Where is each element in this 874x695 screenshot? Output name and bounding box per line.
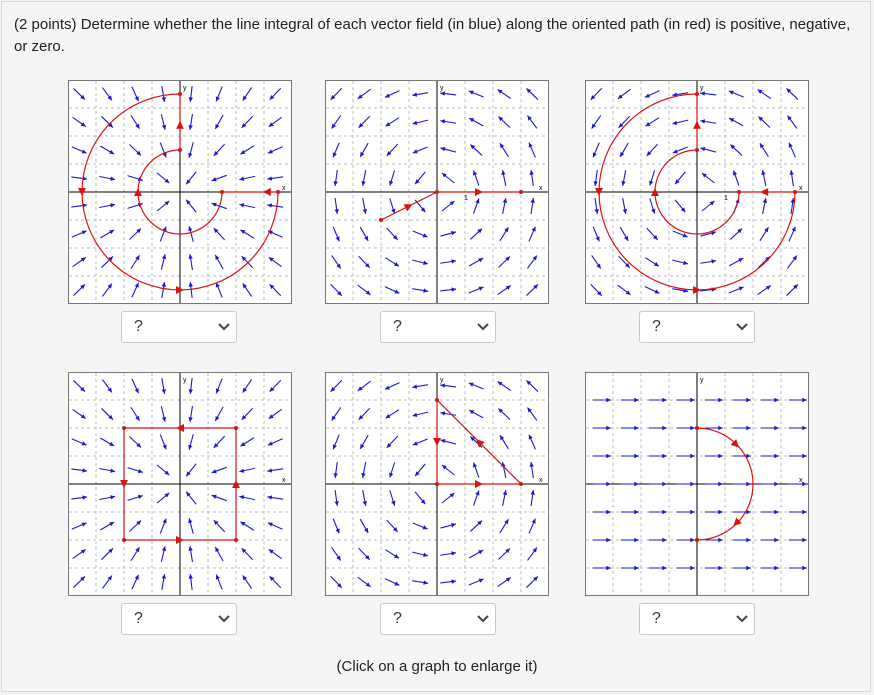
graph-3[interactable] bbox=[585, 80, 809, 304]
path-dot bbox=[695, 92, 699, 96]
field-arrowhead bbox=[763, 198, 767, 203]
path-dot bbox=[178, 148, 182, 152]
field-arrowhead bbox=[774, 510, 779, 514]
field-arrowhead bbox=[683, 261, 688, 265]
field-arrowhead bbox=[802, 510, 807, 514]
field-arrowhead bbox=[162, 574, 166, 579]
path-arrow-icon bbox=[693, 121, 701, 129]
field-arrowhead bbox=[634, 426, 639, 430]
x-axis-label: x bbox=[282, 185, 286, 192]
path-arrow-icon bbox=[760, 188, 768, 196]
field-arrowhead bbox=[412, 413, 417, 417]
field-arrowhead bbox=[81, 549, 86, 553]
field-arrowhead bbox=[774, 482, 779, 486]
field-arrowhead bbox=[243, 575, 247, 580]
field-arrowhead bbox=[527, 116, 531, 121]
graph-1-plot bbox=[69, 81, 291, 303]
field-arrowhead bbox=[718, 510, 723, 514]
x-axis-label: x bbox=[799, 477, 803, 484]
path-dot bbox=[695, 148, 699, 152]
path-dot bbox=[519, 190, 523, 194]
field-arrowhead bbox=[634, 538, 639, 542]
field-arrowhead bbox=[412, 121, 417, 125]
field-arrowhead bbox=[162, 97, 166, 102]
field-arrowhead bbox=[802, 426, 807, 430]
field-arrowhead bbox=[473, 170, 477, 175]
path-arrow-icon bbox=[475, 188, 483, 196]
field-arrowhead bbox=[761, 170, 765, 175]
field-arrowhead bbox=[690, 482, 695, 486]
field-arrowhead bbox=[475, 198, 479, 203]
graph-6-plot bbox=[586, 373, 808, 595]
field-arrowhead bbox=[162, 254, 166, 259]
field-arrowhead bbox=[110, 469, 115, 473]
chevron-down-icon bbox=[218, 322, 230, 332]
x-axis-label: x bbox=[539, 477, 543, 484]
field-arrowhead bbox=[423, 553, 428, 557]
field-arrowhead bbox=[774, 454, 779, 458]
field-arrowhead bbox=[690, 454, 695, 458]
field-arrowhead bbox=[239, 495, 244, 499]
chevron-down-icon bbox=[477, 322, 489, 332]
field-arrowhead bbox=[690, 538, 695, 542]
field-arrowhead bbox=[440, 411, 445, 415]
field-arrowhead bbox=[533, 256, 537, 261]
field-arrowhead bbox=[336, 556, 340, 561]
field-arrowhead bbox=[672, 121, 677, 125]
path-dot bbox=[737, 190, 741, 194]
y-axis-label: y bbox=[440, 377, 444, 384]
path-dot bbox=[234, 538, 238, 542]
field-arrowhead bbox=[746, 398, 751, 402]
y-axis-label: y bbox=[700, 377, 704, 384]
field-arrowhead bbox=[188, 417, 192, 422]
field-arrowhead bbox=[606, 538, 611, 542]
field-arrowhead bbox=[475, 490, 479, 495]
field-arrowhead bbox=[718, 482, 723, 486]
field-arrowhead bbox=[412, 384, 417, 388]
answer-select-5[interactable] bbox=[380, 603, 496, 635]
graph-5[interactable] bbox=[325, 372, 549, 596]
field-arrowhead bbox=[269, 257, 274, 261]
path-dot bbox=[695, 426, 699, 430]
field-arrowhead bbox=[787, 116, 791, 121]
field-arrowhead bbox=[269, 549, 274, 553]
path-curve bbox=[381, 192, 521, 220]
field-arrowhead bbox=[690, 566, 695, 570]
y-axis-label: y bbox=[440, 85, 444, 92]
tick-label: 1 bbox=[464, 195, 468, 202]
field-arrowhead bbox=[662, 482, 667, 486]
answer-select-6[interactable] bbox=[639, 603, 755, 635]
field-arrowhead bbox=[746, 566, 751, 570]
field-arrowhead bbox=[700, 119, 705, 123]
field-arrowhead bbox=[498, 381, 503, 385]
path-dot bbox=[122, 538, 126, 542]
field-arrowhead bbox=[243, 388, 247, 393]
x-axis-label: x bbox=[539, 185, 543, 192]
field-arrowhead bbox=[802, 398, 807, 402]
field-arrowhead bbox=[690, 510, 695, 514]
field-arrowhead bbox=[363, 501, 367, 506]
field-arrowhead bbox=[634, 398, 639, 402]
path-arrow-icon bbox=[433, 438, 441, 446]
question-text: (2 points) Determine whether the line integral of each vector field (in blue) along the oriented path (in red) is positive, negative, or zero. bbox=[14, 16, 851, 55]
field-arrowhead bbox=[506, 577, 511, 581]
field-arrowhead bbox=[503, 490, 507, 495]
path-dot bbox=[276, 190, 280, 194]
field-arrowhead bbox=[243, 96, 247, 101]
field-arrowhead bbox=[793, 256, 797, 261]
field-arrowhead bbox=[774, 426, 779, 430]
path-dot bbox=[178, 92, 182, 96]
field-arrowhead bbox=[733, 170, 737, 175]
field-arrowhead bbox=[662, 454, 667, 458]
x-axis-label: x bbox=[799, 185, 803, 192]
field-arrowhead bbox=[802, 482, 807, 486]
field-arrowhead bbox=[212, 495, 217, 499]
field-arrowhead bbox=[596, 264, 600, 269]
field-arrowhead bbox=[451, 259, 456, 263]
field-arrowhead bbox=[774, 538, 779, 542]
graph-2[interactable] bbox=[325, 80, 549, 304]
field-arrowhead bbox=[162, 282, 166, 287]
field-arrowhead bbox=[423, 580, 428, 584]
field-arrowhead bbox=[802, 566, 807, 570]
field-arrowhead bbox=[239, 177, 244, 181]
field-arrowhead bbox=[243, 283, 247, 288]
field-arrowhead bbox=[634, 510, 639, 514]
y-axis-label: y bbox=[183, 377, 187, 384]
path-dot bbox=[435, 398, 439, 402]
answer-select-value: ? bbox=[652, 318, 661, 335]
field-arrowhead bbox=[690, 398, 695, 402]
field-arrowhead bbox=[110, 177, 115, 181]
field-arrowhead bbox=[212, 203, 217, 207]
field-arrowhead bbox=[718, 398, 723, 402]
field-arrowhead bbox=[440, 119, 445, 123]
field-arrowhead bbox=[746, 482, 751, 486]
field-arrowhead bbox=[162, 389, 166, 394]
field-arrowhead bbox=[498, 89, 503, 93]
field-arrowhead bbox=[711, 259, 716, 263]
field-arrowhead bbox=[110, 203, 115, 207]
field-arrowhead bbox=[606, 482, 611, 486]
field-arrowhead bbox=[758, 89, 763, 93]
field-arrowhead bbox=[423, 288, 428, 292]
field-arrowhead bbox=[606, 426, 611, 430]
field-arrowhead bbox=[212, 177, 217, 181]
path-dot bbox=[435, 190, 439, 194]
field-arrowhead bbox=[662, 426, 667, 430]
field-arrowhead bbox=[423, 261, 428, 265]
field-arrowhead bbox=[361, 181, 365, 186]
field-arrowhead bbox=[473, 462, 477, 467]
field-arrowhead bbox=[162, 125, 166, 130]
field-arrowhead bbox=[746, 426, 751, 430]
field-arrowhead bbox=[774, 398, 779, 402]
field-arrowhead bbox=[606, 454, 611, 458]
field-arrowhead bbox=[718, 538, 723, 542]
field-arrowhead bbox=[361, 473, 365, 478]
y-axis-label: y bbox=[700, 85, 704, 92]
field-arrowhead bbox=[332, 416, 336, 421]
field-arrowhead bbox=[188, 125, 192, 130]
field-arrowhead bbox=[634, 482, 639, 486]
field-arrowhead bbox=[766, 285, 771, 289]
chevron-down-icon bbox=[218, 614, 230, 624]
field-arrowhead bbox=[662, 510, 667, 514]
field-arrowhead bbox=[718, 454, 723, 458]
answer-select-3[interactable] bbox=[639, 311, 755, 343]
path-arrow-icon bbox=[475, 480, 483, 488]
path-dot bbox=[435, 482, 439, 486]
field-arrowhead bbox=[718, 566, 723, 570]
field-arrowhead bbox=[662, 538, 667, 542]
path-arrow-icon bbox=[176, 121, 184, 129]
field-arrowhead bbox=[162, 417, 166, 422]
field-arrowhead bbox=[212, 469, 217, 473]
field-arrowhead bbox=[634, 454, 639, 458]
field-arrowhead bbox=[336, 264, 340, 269]
field-arrowhead bbox=[718, 426, 723, 430]
answer-select-value: ? bbox=[652, 610, 661, 627]
graph-2-plot bbox=[326, 81, 548, 303]
field-arrowhead bbox=[506, 285, 511, 289]
field-arrowhead bbox=[623, 209, 627, 214]
field-arrowhead bbox=[188, 546, 192, 551]
field-arrowhead bbox=[662, 566, 667, 570]
answer-select-value: ? bbox=[393, 610, 402, 627]
x-axis-label: x bbox=[282, 477, 286, 484]
field-arrowhead bbox=[802, 454, 807, 458]
field-arrowhead bbox=[81, 122, 86, 126]
field-arrowhead bbox=[774, 566, 779, 570]
field-arrowhead bbox=[110, 495, 115, 499]
chevron-down-icon bbox=[736, 322, 748, 332]
field-arrowhead bbox=[412, 92, 417, 96]
field-arrowhead bbox=[690, 426, 695, 430]
field-arrowhead bbox=[451, 551, 456, 555]
field-arrowhead bbox=[621, 181, 625, 186]
field-arrowhead bbox=[501, 170, 505, 175]
field-arrowhead bbox=[592, 124, 596, 129]
field-arrowhead bbox=[188, 254, 192, 259]
field-arrowhead bbox=[606, 510, 611, 514]
path-dot bbox=[793, 190, 797, 194]
answer-select-2[interactable] bbox=[380, 311, 496, 343]
field-arrowhead bbox=[634, 566, 639, 570]
field-arrowhead bbox=[239, 469, 244, 473]
graph-5-plot bbox=[326, 373, 548, 595]
field-arrowhead bbox=[269, 414, 274, 418]
field-arrowhead bbox=[269, 122, 274, 126]
path-dot bbox=[695, 538, 699, 542]
path-dot bbox=[220, 190, 224, 194]
graph-4-plot bbox=[69, 373, 291, 595]
field-arrowhead bbox=[527, 408, 531, 413]
graph-6[interactable] bbox=[585, 372, 809, 596]
field-arrowhead bbox=[162, 546, 166, 551]
field-arrowhead bbox=[363, 209, 367, 214]
field-arrowhead bbox=[606, 566, 611, 570]
answer-select-value: ? bbox=[134, 318, 143, 335]
graph-3-plot bbox=[586, 81, 808, 303]
answer-select-value: ? bbox=[134, 610, 143, 627]
field-arrowhead bbox=[662, 398, 667, 402]
field-arrowhead bbox=[746, 538, 751, 542]
enlarge-hint: (Click on a graph to enlarge it) bbox=[336, 658, 538, 675]
graph-4[interactable] bbox=[68, 372, 292, 596]
answer-select-1[interactable] bbox=[121, 311, 237, 343]
field-arrowhead bbox=[606, 398, 611, 402]
chevron-down-icon bbox=[477, 614, 489, 624]
answer-select-value: ? bbox=[393, 318, 402, 335]
field-arrowhead bbox=[81, 414, 86, 418]
path-dot bbox=[122, 426, 126, 430]
path-dot bbox=[379, 218, 383, 222]
field-arrowhead bbox=[533, 548, 537, 553]
field-arrowhead bbox=[503, 198, 507, 203]
chevron-down-icon bbox=[736, 614, 748, 624]
field-arrowhead bbox=[802, 538, 807, 542]
tick-label: 1 bbox=[724, 195, 728, 202]
path-dot bbox=[234, 426, 238, 430]
answer-select-4[interactable] bbox=[121, 603, 237, 635]
field-arrowhead bbox=[81, 257, 86, 261]
path-dot bbox=[519, 482, 523, 486]
graph-1[interactable] bbox=[68, 80, 292, 304]
y-axis-label: y bbox=[183, 85, 187, 92]
field-arrowhead bbox=[239, 203, 244, 207]
field-arrowhead bbox=[332, 124, 336, 129]
